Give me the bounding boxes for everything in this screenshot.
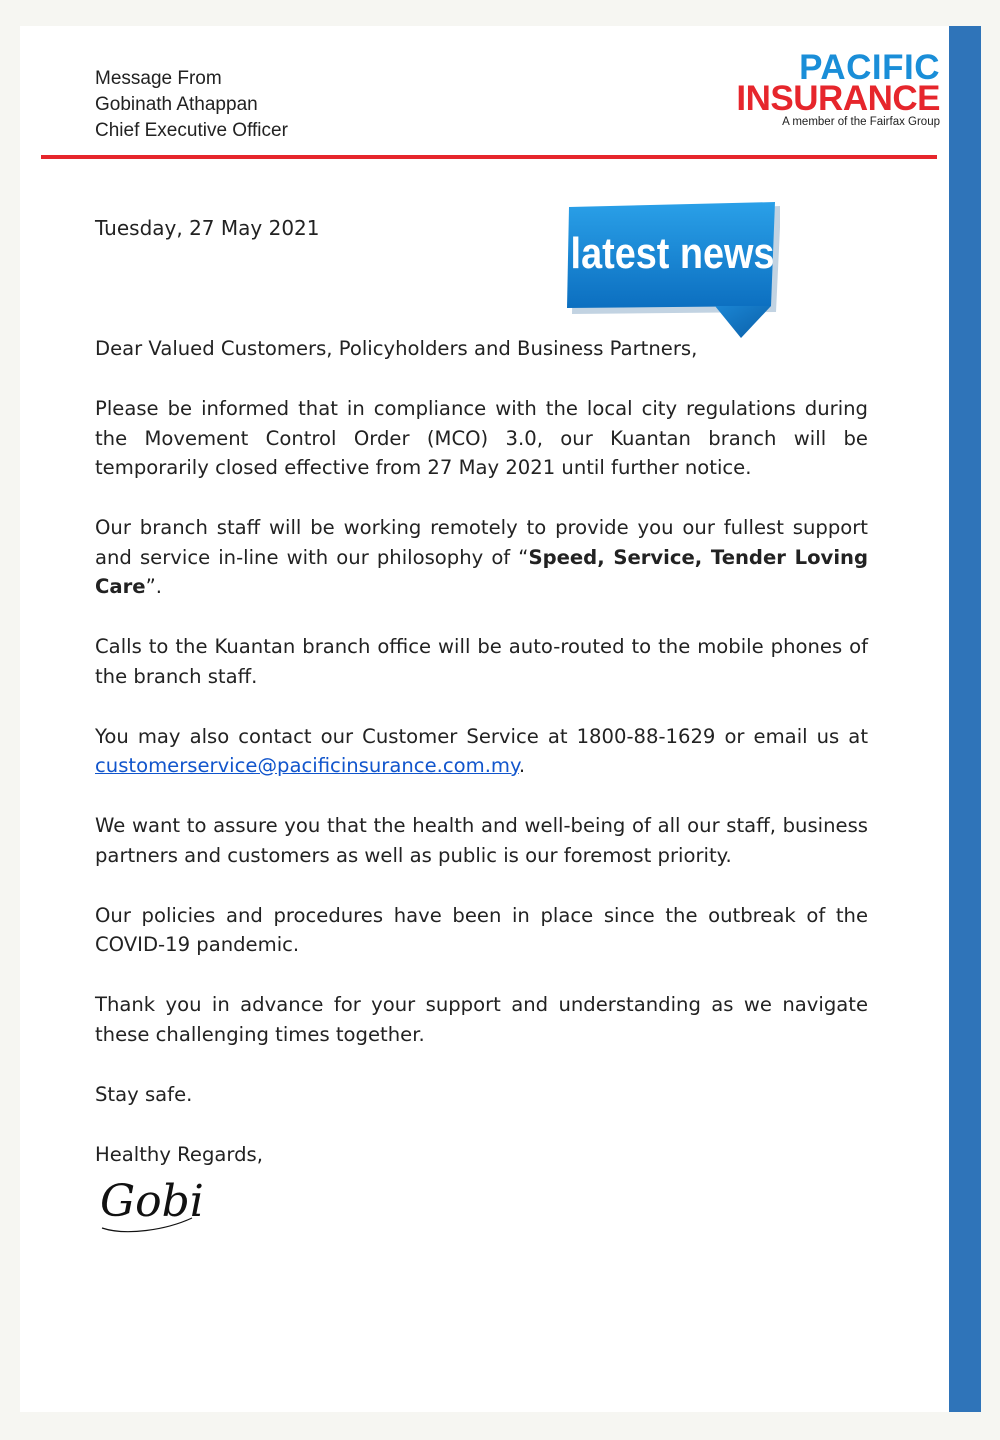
header-divider <box>41 155 937 159</box>
letter-greeting: Dear Valued Customers, Policyholders and Business Partners, <box>95 337 698 360</box>
side-accent-bar <box>949 26 981 1412</box>
message-from-block <box>95 66 288 144</box>
para2-close: ”. <box>145 575 162 598</box>
sender-name: Gobinath Athappan <box>95 94 258 115</box>
letter-paragraph-health: We want to assure you that the health and well-being of all our staff, business partners and customers as well as public is our foremost priority. <box>95 814 868 867</box>
sender-title: Chief Executive Officer <box>95 120 288 141</box>
letter-paragraph-remote-work <box>95 513 868 602</box>
para2-text: Our branch staff will be working remotely to provide you our fullest support and service in-line with our philosophy of “ <box>95 516 868 569</box>
contact-period: . <box>518 754 526 777</box>
handwritten-signature <box>96 1170 236 1240</box>
from-label: Message From <box>95 68 222 89</box>
letter-closing: Healthy Regards, <box>95 1142 263 1166</box>
philosophy-text: Speed, Service, Tender Loving Care <box>95 545 869 598</box>
latest-news-text: latest news <box>570 228 775 278</box>
letter-stay-safe: Stay safe. <box>95 1082 193 1106</box>
latest-news-badge <box>565 202 780 342</box>
letter-paragraph-contact <box>95 722 868 781</box>
logo-line-insurance: INSURANCE <box>736 79 940 118</box>
letter-paragraph-thanks: Thank you in advance for your support and understanding as we navigate these challenging times together. <box>95 993 868 1046</box>
logo-line-pacific: PACIFIC <box>799 48 940 87</box>
letter-paragraph-closure: Please be informed that in compliance with the local city regulations during the Movement Control Order (MCO) 3.0, our Kuantan branch will be temporarily closed effective from 27 May 2021 until further notice. <box>95 397 868 479</box>
customer-service-email-link[interactable]: customerservice@pacificinsurance.com.my <box>95 754 519 777</box>
letter-paragraph-calls: Calls to the Kuantan branch office will be auto-routed to the mobile phones of the branch staff. <box>95 635 868 688</box>
letter-date: Tuesday, 27 May 2021 <box>95 216 320 240</box>
letter-paragraph-policies: Our policies and procedures have been in place since the outbreak of the COVID-19 pandemic. <box>95 903 868 956</box>
contact-text: You may also contact our Customer Service at 1800-88-1629 or email us at <box>95 724 868 748</box>
signature-text: Gobi <box>100 1176 204 1227</box>
logo-tagline: A member of the Fairfax Group <box>782 116 940 128</box>
pacific-insurance-logo <box>735 48 940 128</box>
letter-body <box>95 334 868 1195</box>
